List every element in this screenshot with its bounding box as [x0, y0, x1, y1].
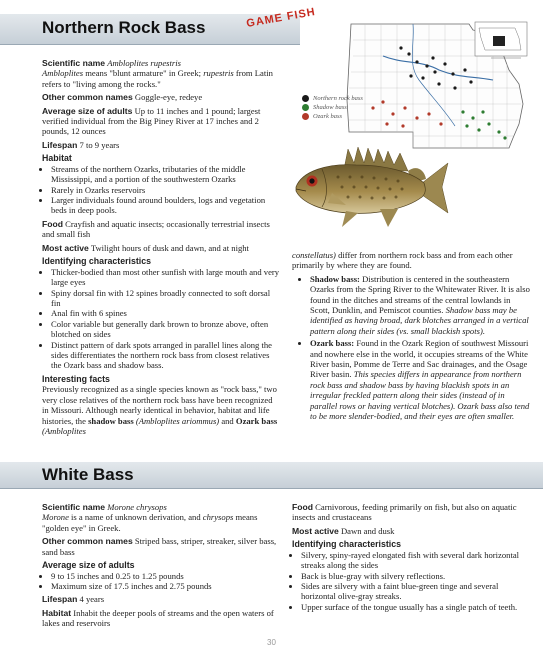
list-item: • Thicker-bodied than most other sunfish with large mouth and very large eyes	[51, 267, 280, 288]
list-item: • 9 to 15 inches and 0.25 to 1.25 pounds	[51, 571, 280, 581]
facts-continued: constellatus) differ from northern rock bass and from each other primarily by where they are found.	[292, 250, 513, 271]
list-item: • Anal fin with 6 spines	[51, 308, 280, 318]
food: Food Crayfish and aquatic insects; occasionally terrestrial insects and small fish	[42, 218, 270, 240]
white-bass-title: White Bass	[42, 465, 134, 484]
legend-item	[302, 104, 363, 111]
facts-text: Previously recognized as a single species known as "rock bass," two very close relatives of the northern rock bass have been recognized in Missouri. Although nearly identical in behavior, habitat and life histories, the shadow bass (Ambloplites ariommus) and Ozark bass (Ambloplites	[42, 384, 278, 436]
identifying-heading: Identifying characteristics	[42, 256, 152, 267]
list-item: • Color variable but generally dark brown to bronze above, often blotched on sides	[51, 319, 280, 340]
legend-swatch	[302, 104, 309, 111]
scientific-name: Scientific name Morone chrysops Morone is a name of unknown derivation, and chrysops means "golden eye" in Greek.	[42, 502, 258, 533]
list-item: • Maximum size of 17.5 inches and 2.75 pounds	[51, 581, 280, 591]
white-bass-left-column	[42, 502, 280, 632]
list-item: • Ozark bass: Found in the Ozark Region of southwest Missouri and nowhere else in the world, it occupies streams of the White River basin, Pomme de Terre and Sac drainages, and the Osage River basin. This species differs in appearance from northern rock bass and shadow bass by having blackish spots in an irregular freckled pattern along their sides (instead of in parallel rows or having vertical blotches). Ozark bass also tend to be more slender-bodied, and their eyes are often smaller.	[310, 338, 530, 421]
lifespan: Lifespan 7 to 9 years	[42, 139, 120, 150]
white-bass-header	[0, 462, 543, 489]
white-bass-right-column	[292, 502, 530, 615]
list-item: • Larger individuals found around boulders, logs and vegetation beds in deep pools.	[51, 195, 280, 216]
species-list	[292, 274, 530, 422]
common-names: Other common names Goggle-eye, redeye	[42, 92, 203, 103]
list-item: • Back is blue-gray with silvery reflections.	[301, 571, 530, 581]
list-item: • Streams of the northern Ozarks, tributaries of the middle Mississippi, and a portion of the southwestern Ozarks	[51, 164, 280, 185]
average-size: Average size of adults Up to 11 inches and 1 pound; largest verified individual from the Big Piney River at 17 inches and 2 pounds, 12 ounces	[42, 105, 261, 137]
legend-swatch	[302, 113, 309, 120]
lifespan: Lifespan 4 years	[42, 594, 105, 605]
food: Food Carnivorous, feeding primarily on fish, but also on aquatic insects and crustaceans	[292, 502, 517, 523]
list-item: • Silvery, spiny-rayed elongated fish with several dark horizontal streaks along the sides	[301, 550, 530, 571]
rock-bass-right-column	[292, 250, 530, 425]
size-heading: Average size of adults	[42, 560, 135, 571]
legend-label: Northern rock bass	[313, 95, 363, 102]
map-legend	[302, 95, 363, 122]
list-item: • Spiny dorsal fin with 12 spines broadly connected to soft dorsal fin	[51, 288, 280, 309]
scientific-name: Scientific name Ambloplites rupestris Ambloplites means "blunt armature" in Greek; rupestris from Latin refers to "living among the rocks."	[42, 58, 273, 89]
facts-heading: Interesting facts	[42, 373, 110, 384]
identifying-list	[42, 267, 280, 371]
distribution-map	[343, 20, 529, 152]
legend-label: Ozark bass	[313, 113, 343, 120]
list-item: • Sides are silvery with a faint blue-green tinge and several horizontal olive-gray streaks.	[301, 581, 530, 602]
legend-label: Shadow bass	[313, 104, 347, 111]
legend-swatch	[302, 95, 309, 102]
list-item: • Distinct pattern of dark spots arranged in parallel lines along the sides differentiates the northern rock bass from closest relatives the Ozark bass and shadow bass.	[51, 340, 280, 371]
list-item: • Rarely in Ozarks reservoirs	[51, 185, 280, 195]
most-active: Most active Twilight hours of dusk and dawn, and at night	[42, 242, 249, 253]
identifying-list	[292, 550, 530, 612]
habitat-list	[42, 164, 280, 216]
rock-bass-left-column	[42, 58, 280, 439]
game-fish-badge: GAME FISH	[245, 6, 317, 30]
rock-bass-illustration	[292, 143, 450, 231]
legend-item	[302, 113, 363, 120]
rock-bass-title: Northern Rock Bass	[42, 18, 206, 37]
list-item: • Upper surface of the tongue usually has a single patch of teeth.	[301, 602, 530, 612]
legend-item	[302, 95, 363, 102]
identifying-heading: Identifying characteristics	[292, 539, 402, 550]
habitat: Habitat Inhabit the deeper pools of streams and the open waters of lakes and reservoirs	[42, 607, 274, 629]
page-number: 30	[267, 638, 276, 647]
list-item: • Shadow bass: Distribution is centered in the southeastern Ozarks from the Spring River to the Whitewater River. It is also found in the ditches and streams of the central lowlands in Scott, Dunklin, and Pemiscot counties. Shadow bass may be identified as having broad, dark blotches arranged in a vertical pattern along their sides (vs. small blackish spots).	[310, 274, 530, 336]
most-active: Most active Dawn and dusk	[292, 525, 395, 536]
size-list	[42, 571, 280, 592]
habitat-heading: Habitat	[42, 153, 72, 164]
common-names: Other common names Striped bass, striper, streaker, silver bass, sand bass	[42, 536, 277, 557]
